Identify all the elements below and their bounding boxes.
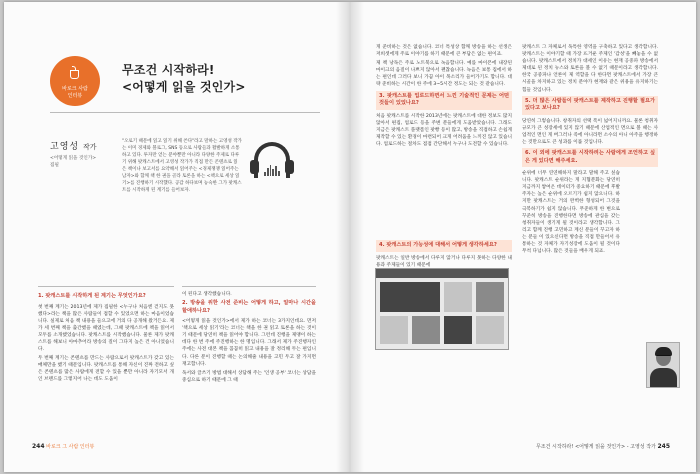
answer-2-para-4: 제 책 낭독은 주로 노트북으로 녹음합니다. 예를 마이폰에 내장된 마이크의 음질이 나쁘지 않아서 괜찮습니다. 녹음은 보통 집에서 하는 편인데 그러다 보니 가끔 아이 목소리가 들어가기도 합니다. 대략 준비하는 시간이 한 주에 3~5시간 정도는 되는 것 같습니다. xyxy=(376,61,512,88)
question-4: 4. 팟캐스트의 가능성에 대해서 어떻게 생각하세요? xyxy=(376,240,512,252)
badge-line2: 인터뷰 xyxy=(67,93,83,99)
title-line2: <어떻게 읽을 것인가> xyxy=(122,80,246,94)
author-bio: "오로기 때문에 읽고 읽기 위해 쓴다"라고 말하는 고영성 작가는 이미 경제와 블로그, SNS 등으로 사람들과 활발하게 소통하고 있다. 투자만 얻는 분야뿐만 아니라 다양한 주제로 다루기 위해 팟캐스트에서 고영성 작가가 직접 만든 콘텐츠로 읽은 책이나 보고서를 요약해서 읽어주는 <경제쟁쟁 읽어주는 남자>와 함께 책 한 권을 골라 토론을 하는 <책으로 세상 읽기>를 진행하기 시작했다. 공감 하다보며 능숙한 그가 팟캐스트를 시작하게 된 계기를 들어보자. xyxy=(122,139,242,193)
answer-3: 처음 팟캐스트를 시작한 2013년에는 팟캐스트에 대한 정보도 많지 않아서 편집, 업로드 등을 주변 분들에게 도움받았습니다. 그래도 지금은 팟캐스트 플랫폼인 팟빵 등이 많고, 방송을 직접하고 손쉽게 제작할 수 있는 환경이 마련되어 크게 어려움을 느끼진 않고 있습니다. 업로드하는 절차도 점점 간단해서 누구나 도전할 수 있습니다. xyxy=(376,113,512,147)
right-page xyxy=(350,2,696,472)
answer-1-para-2: 두 번째 계기는 콘텐츠를 만드는 사람으로서 팟캐스트가 갖고 있는 매체만을 했기 때문입니다. 팟캐스트를 통해 자신이 진짜 전하고 싶은 콘텐츠를 많은 사람에게 전할 수 있을 뿐만 아니라 자기모서 개인 브랜드를 그렇지어 나는 데도 도움이 xyxy=(38,356,174,383)
question-3: 3. 팟캐스트를 업로드하면서 느낀 기술적인 문제는 어떤 것들이 있었나요? xyxy=(376,91,512,110)
author-book-role: 집필 xyxy=(50,163,59,168)
headphones-icon xyxy=(250,140,294,184)
left-column-2 xyxy=(182,286,316,386)
coffee-cup-icon xyxy=(69,66,81,80)
title-divider xyxy=(50,112,320,113)
answer-5: 당연히 그렇습니다. 창취자의 선택 폭이 넓어지니까요. 물론 청취자 규모가 큰 성장세에 있지 않기 때문에 산업적인 면으로 볼 때는 사업적인 면인 게 버그러나 즉에 아니라면 소수의 아니 아주을 행정하는 것만으로도 큰 성과를 이룰 것입니다. xyxy=(522,118,658,145)
interview-badge xyxy=(50,56,100,106)
right-footer xyxy=(536,443,670,450)
question-2: 2. 방송을 위한 사전 준비는 어떻게 하고, 얼마나 시간을 할애하나요? xyxy=(182,300,316,314)
answer-2-para-3: 게 준비하는 것은 없습니다. 코너 특성상 함께 방송을 하는 선생은 저희셋에게 주로 이야기를 하기 때문에 큰 부담은 없는 편이죠. xyxy=(376,45,512,58)
author-name-text: 고영성 xyxy=(50,142,80,152)
badge-line1: 바로크 사람 xyxy=(62,86,88,92)
question-6: 6. 이 외에 팟캐스트를 시작하려는 사람에게 조언하고 싶은 게 있다면 해주세요. xyxy=(522,148,658,167)
answer-2-para-1: <어떻게 읽을 것인가>에서 제가 하는 코너는 3가지인데요. 먼저 '책으로 세상 읽기'라는 코너는 책을 한 권 읽고 토론을 하는 것이기 때문에 당연히 책을 읽어야 합니다. 그런데 진행을 제맹이 하는 데다 한 번 주에 주진행하는 한 명입니다. 그래서 제가 주진행자인 주에는 사전 대본 책을 꼼꼼히 읽고 내용을 잘 정리해 두는 편입니다. 다른 분이 진행할 때는 논의해줄 내용을 고민 두고 잘 가지면 재고합니다. xyxy=(182,319,316,367)
title-line1: 무조건 시작하라! xyxy=(122,63,215,77)
author-name xyxy=(50,139,97,152)
answer-4-continued: 팟캐스트 그 자체로서 독특한 영역을 구축하고 있다고 생각합니다. 팟캐스트는 이야기할 때 가장 뜨거운 주제인 '감성'을 빼놓을 수 없습니다. 팟캐스트에서 정치가 대세인 이유는 현재 공중파 방송에서 제대로 된 정치 뉴스와 토론을 볼 수 없기 때문이라고 생각합니다. 한국 공중파나 언론이 제 역할을 다 한다면 팟캐스트에서 가장 큰 시골을 차지하고 있는 정치 분야가 현재와 같은 위용을 유지하기는 힘들 것입니다. xyxy=(522,45,658,93)
author-book xyxy=(50,155,110,169)
book-spread xyxy=(4,2,696,472)
answer-6: 순위에 너무 연연해하지 말라고 말해 주고 싶습니다. 팟캐스트 순위라는 게 지협분화는 당연히 지금까지 쌓여온 데이터가 중요하기 때문에 후발주자는 높은 순위에 오르기가 쉽지 않으니다. 하지만 팟캐스트는 거의 완벽한 형성되어 그것을 극복하기가 쉽지 않습니다. 무준하게 한 변으로 꾸준히 방송을 진행한다면 방송에 관심을 갖는 청취자들이 생기게 될 것이라고 생각합니다. 그리고 함께 진행 고민하고 계신 분들이 꾸고자 하는 분들 이 있으신다면 방송을 직접 만들어서 유통하는 것 자체가 자기성장에 도움이 될 것이다 무척 다닙니다. 많은 것들을 배우게 되죠. xyxy=(522,171,621,255)
author-portrait xyxy=(646,342,680,388)
left-page xyxy=(4,2,350,472)
author-role: 작가 xyxy=(82,143,97,151)
podcast-app-screenshot xyxy=(375,268,509,350)
right-section-name: 무조건 시작하라! <어떻게 읽을 것인가> - 고영성 작가 xyxy=(535,444,656,450)
left-footer xyxy=(32,443,94,450)
left-page-number: 244 xyxy=(32,443,45,450)
answer-4: 팟캐스트는 일반 방송에서 다루지 않거나 다루지 못하는 다양한 내용과 주제들이 있기 때문에 xyxy=(376,255,512,268)
left-section-name: 바로크 그 사람 인터뷰 xyxy=(46,444,95,450)
left-column-1 xyxy=(38,286,174,386)
right-page-number: 245 xyxy=(657,443,670,450)
question-5: 5. 더 많은 사람들이 팟캐스트를 제작하고 진행할 필요가 있다고 보나요? xyxy=(522,96,658,115)
answer-1-continued: 이 된다고 생각했습니다. xyxy=(182,292,232,297)
author-book-title: <어떻게 읽을 것인가> xyxy=(50,156,97,161)
right-column-1 xyxy=(376,44,512,271)
screenshot-spacer xyxy=(376,150,512,238)
interview-title xyxy=(122,62,246,96)
answer-1-para-1: 첫 번째 계기는 2013년에 제가 집필한 <누구나 처음엔 걷지도 못했다>라는 책을 많은 사람들이 접할 수 있었으면 하는 마음이었습니다. 실제로 처음 책 내용을 들으고에 거의 다 공개해 왔거든요. 제가 세 번째 책을 출간했을 때였는데, 그때 팟캐스트에 책을 읽어서 모두를 소개했었습니다. 팟캐스트를 시작했습니다. 물론 제가 팟캐스트를 해보니 아마추어라 방송의 질이 그다지 높은 건 아니었습니다. xyxy=(38,304,174,353)
right-column-2 xyxy=(522,44,658,257)
answer-2-para-2: 독서와 글쓰기 방법 대해서 상담해 주는 '인생 공부' 코너는 상담을 중심으로 하기 때문에 그 때 xyxy=(182,370,316,383)
question-1: 1. 팟캐스트를 시작하게 된 계기는 무엇인가요? xyxy=(38,293,146,299)
